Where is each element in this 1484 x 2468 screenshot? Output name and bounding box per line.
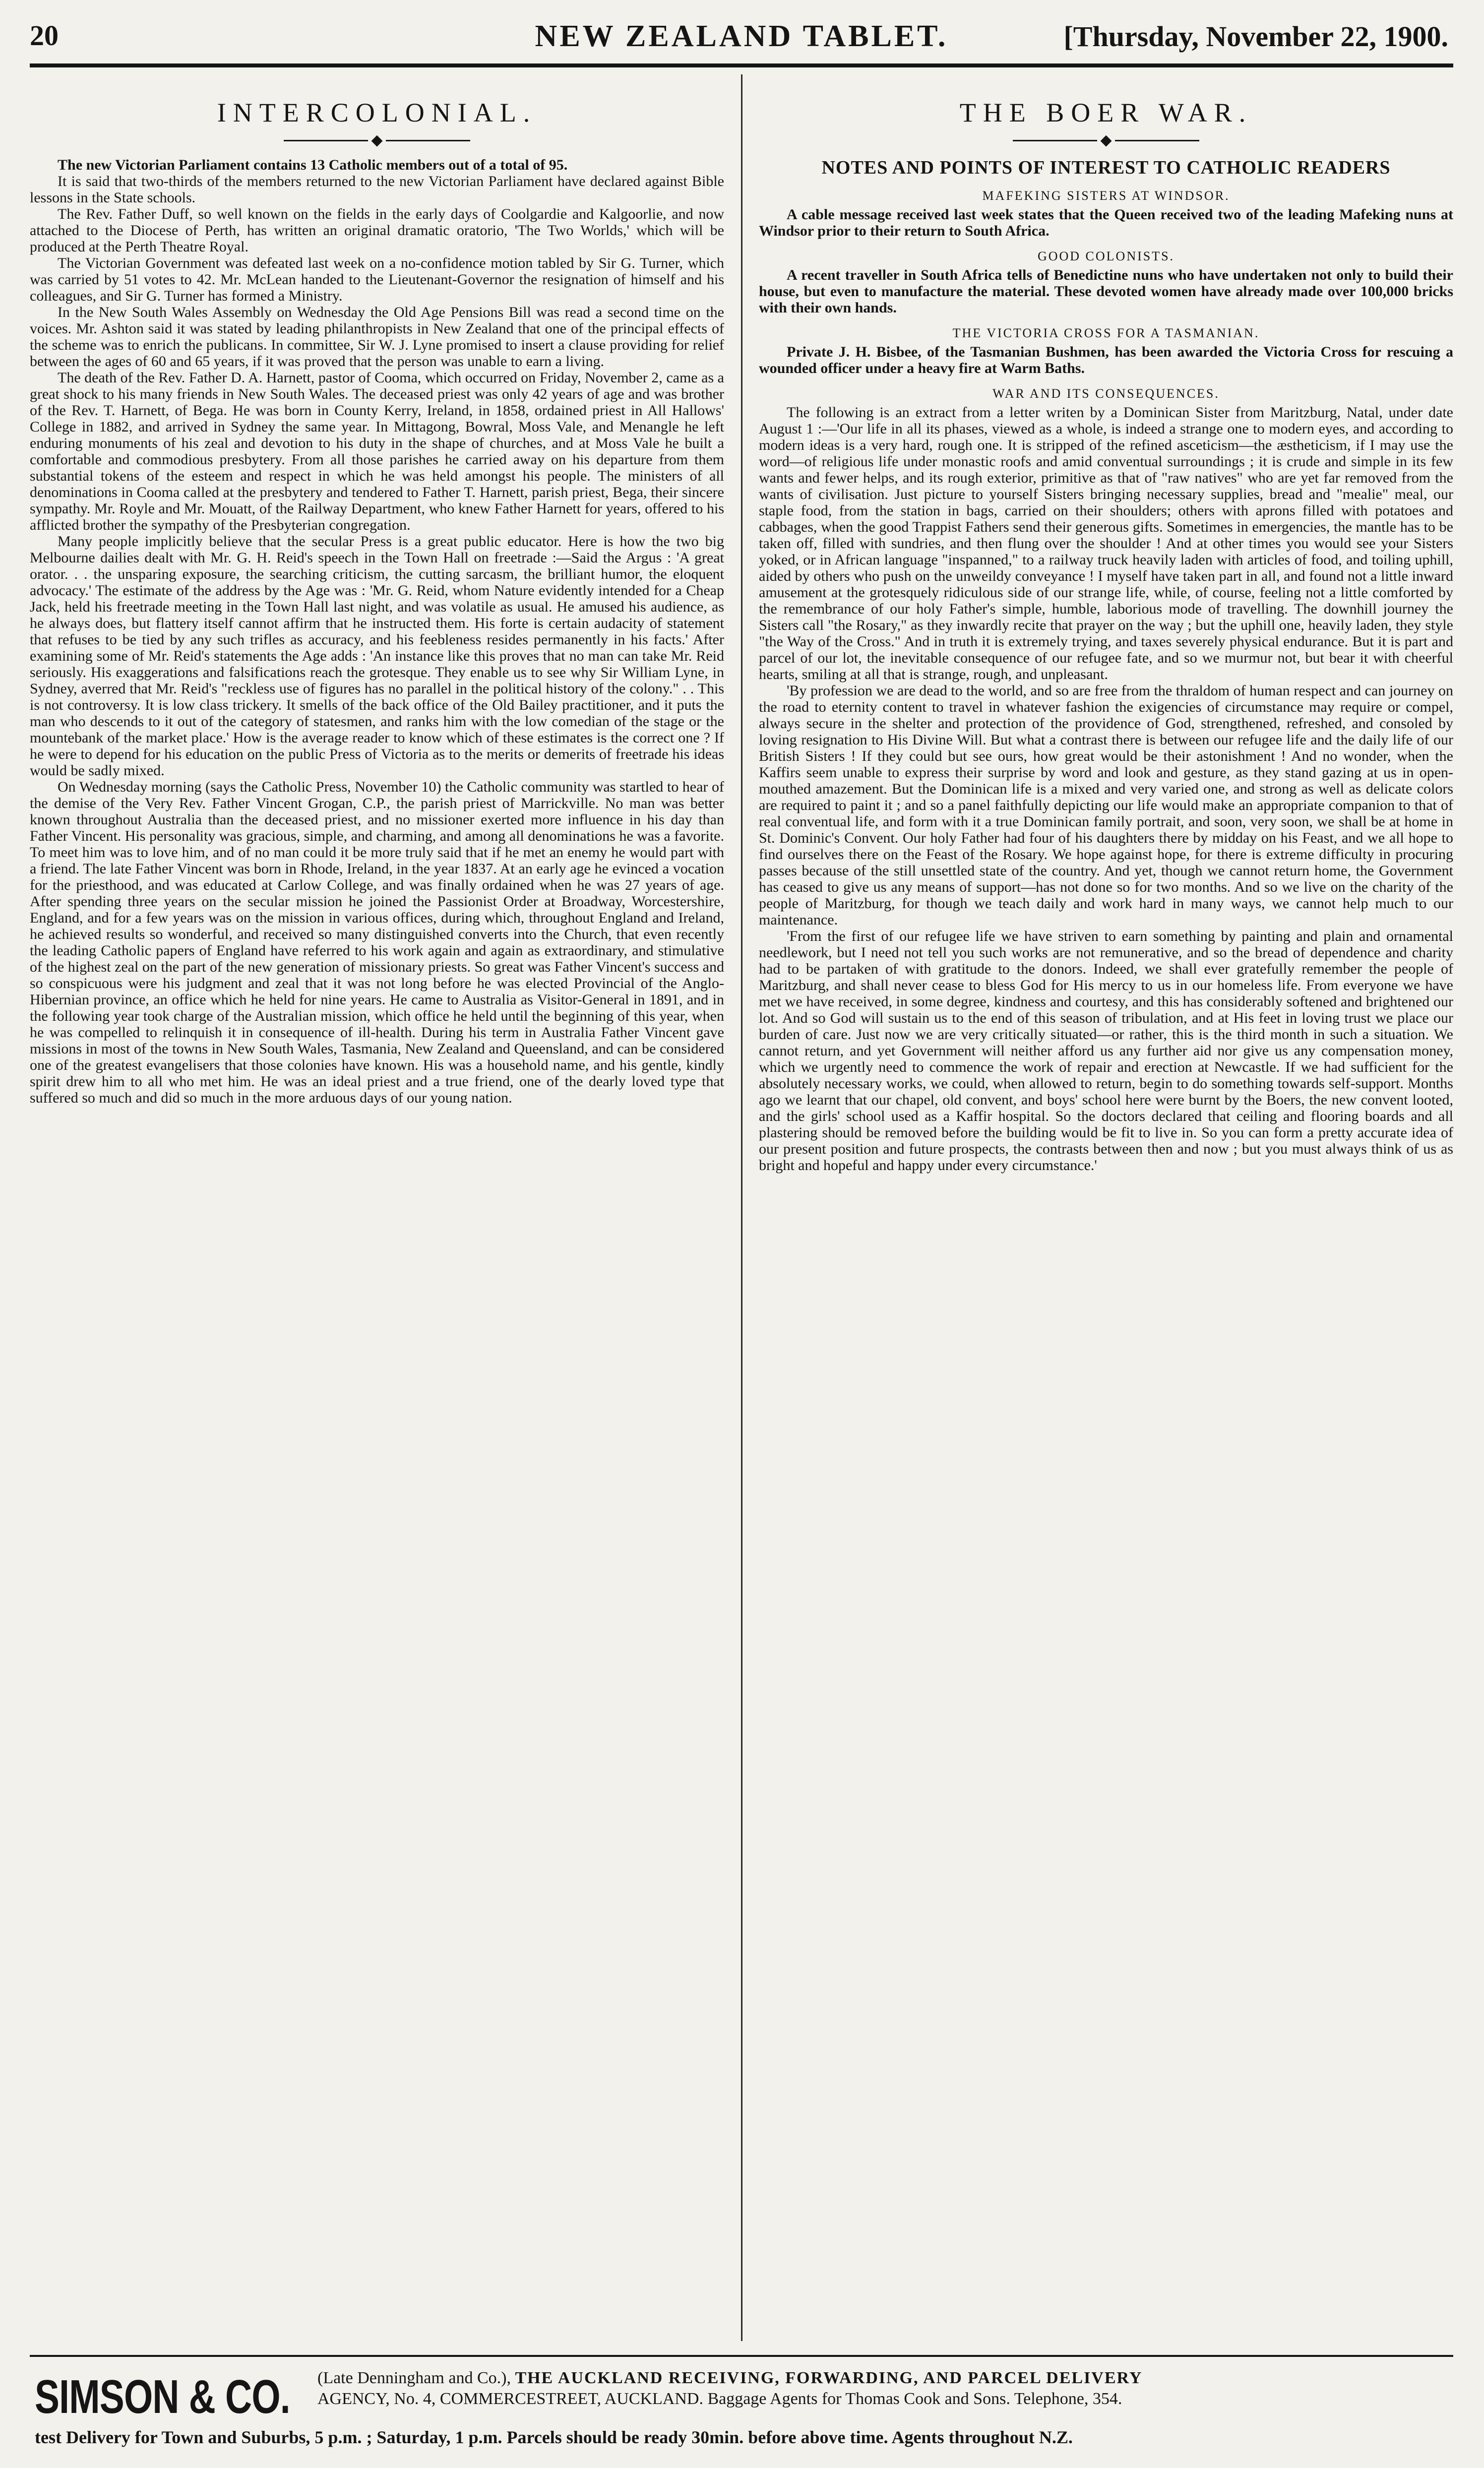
intercolonial-column [30, 74, 724, 2351]
page-number: 20 [30, 19, 59, 52]
diamond-icon: ◆ [1100, 132, 1112, 149]
boer-war-column [759, 74, 1453, 2351]
article-paragraph: Private J. H. Bisbee, of the Tasmanian Bushmen, has been awarded the Victoria Cross for rescuing a wounded officer under a heavy fire at Warm Baths. [759, 344, 1453, 377]
section-heading: GOOD COLONISTS. [1037, 249, 1175, 264]
section-heading: MAFEKING SISTERS AT WINDSOR. [982, 188, 1230, 203]
article-paragraph: The new Victorian Parliament contains 13 Catholic members out of a total of 95. [58, 157, 568, 174]
article-paragraph: It is said that two-thirds of the members returned to the new Victorian Parliament have declared against Bible lessons in the State schools. [30, 173, 724, 206]
section-ornament [30, 132, 724, 148]
article-paragraph: The Rev. Father Duff, so well known on the fields in the early days of Coolgardie and Kalgoorlie, and now attached to the Diocese of Perth, has written an original dramatic oratorio, 'The Two Worlds,' which will be produced at the Perth Theatre Royal. [30, 206, 724, 255]
ad-text [317, 2368, 1448, 2409]
article-paragraph: 'By profession we are dead to the world, and so are free from the thraldom of human respect and can journey on the road to eternity content to travel in whatever fashion the exigencies of circumstance may require or compel, always secure in the shelter and protection of the providence of God, strengthened, refreshed, and consoled by loving resignation to His Divine Will. But what a contrast there is between our refugee life and the daily life of our British Sisters ! If they could but see ours, how great would be their astonishment ! And no wonder, when the Kaffirs seem unable to express their surprise by word and look and gesture, as they stand gazing at us in open-mouthed amazement. But the Dominican life is a mixed and very varied one, and strong as well as delicate colors are required to paint it ; and so a panel faithfully depicting our life would make an appropriate companion to that of real conventual life, and form with it a true Dominican family portrait, and soon, very soon, we shall be at home in St. Dominic's Convent. Our holy Father had four of his daughters there by midday on his Feast, and we all hope to find ourselves there on the Feast of the Rosary. We hope against hope, for there is extreme difficulty in procuring passes because of the still unsettled state of the country. And yet, though we cannot return home, the Government has ceased to give us any means of support—has not done so for two months. And so we live on the charity of the people of Maritzburg, for though we teach daily and work hard in many ways, we cannot help much to our maintenance. [759, 682, 1453, 928]
article-paragraph: The Victorian Government was defeated last week on a no-confidence motion tabled by Sir G. Turner, which was carried by 51 votes to 42. Mr. McLean handed to the Lieutenant-Governor the resignation of himself and his colleagues, and Sir G. Turner has formed a Ministry. [30, 255, 724, 305]
ad-line-1 [317, 2368, 1448, 2389]
column-divider [741, 74, 742, 2341]
masthead: NEW ZEALAND TABLET. [535, 19, 948, 53]
boer-war-subtitle: NOTES AND POINTS OF INTEREST TO CATHOLIC READERS [821, 157, 1391, 179]
ad-line-1-main: THE AUCKLAND RECEIVING, FORWARDING, AND PARCEL DELIVERY [515, 2369, 1143, 2387]
ad-brand: SIMSON & CO. [35, 2370, 290, 2423]
page-header [30, 15, 1453, 62]
issue-date: [Thursday, November 22, 1900. [1063, 20, 1448, 53]
article-paragraph: Many people implicitly believe that the secular Press is a great public educator. Here is how the two big Melbourne dailies dealt with Mr. G. H. Reid's speech in the Town Hall on freetrade :—Said the Argus : 'A great orator. . . the unsparing exposure, the searching criticism, the cutting sarcasm, the brilliant humor, the eloquent advocacy.' The estimate of the address by the Age was : 'Mr. G. Reid, whom Nature evidently intended for a Cheap Jack, held his freetrade meeting in the Town Hall last night, and was volatile as usual. He amused his audience, as he always does, but flattery itself cannot affirm that he instructed them. His forte is certain audacity of statement that refuses to be tied by any such trifles as accuracy, and his feebleness resides permanently in his facts.' After examining some of Mr. Reid's statements the Age adds : 'An instance like this proves that no man can take Mr. Reid seriously. His exaggerations and falsifications reach the grotesque. They enable us to see why Sir William Lyne, in Sydney, averred that Mr. Reid's "reckless use of figures has no parallel in the political history of the colony." . . This is not controversy. It is low class trickery. It smells of the back office of the Old Bailey practitioner, and it puts the man who descends to it out of the category of statesmen, and ranks him with the low comedian of the stage or the mountebank of the market place.' How is the average reader to know which of these estimates is the correct one ? If he were to depend for his education on the public Press of Victoria as to the merits or demerits of freetrade his ideas would be sadly mixed. [30, 533, 724, 779]
boer-war-title: THE BOER WAR. [959, 98, 1253, 127]
advertisement [30, 2361, 1453, 2460]
intercolonial-title: INTERCOLONIAL. [217, 98, 537, 127]
article-paragraph: A cable message received last week states that the Queen received two of the leading Mafeking nuns at Windsor prior to their return to South Africa. [759, 206, 1453, 240]
ad-line-1-prefix: (Late Denningham and Co.), [317, 2369, 511, 2387]
section-heading: THE VICTORIA CROSS FOR A TASMANIAN. [952, 326, 1260, 341]
article-paragraph: 'From the first of our refugee life we have striven to earn something by painting and plain and ornamental needlework, but I need not tell you such works are not remunerative, and so the bread of dependence and charity had to be partaken of with gratitude to the donors. Indeed, we shall ever gratefully remember the people of Maritzburg, and shall never cease to bless God for His mercy to us in our homeless life. From everyone we have met we have received, in some degree, kindness and courtesy, and this has considerably softened and brightened our lot. And so God will sustain us to the end of this season of tribulation, and at His feet in loving trust we place our burden of care. Just now we are very critically situated—or rather, this is the third month in such a situation. We cannot return, and yet Government will neither afford us any further aid nor give us any compensation money, which we urgently need to commence the work of repair and erection at Newcastle. If we had sufficient for the absolutely necessary works, we could, when allowed to return, begin to do something towards self-support. Months ago we learnt that our chapel, old convent, and boys' school here were burnt by the Boers, the new convent looted, and the girls' school used as a Kaffir hospital. So the doctors declared that ceiling and flooring boards and all plastering should be removed before the building would be fit to live in. So you can form a pretty accurate idea of our present position and future prospects, the contrasts between then and now ; but you must always think of us as bright and hopeful and happy under every circumstance.' [759, 928, 1453, 1174]
ad-line-2: AGENCY, No. 4, COMMERCESTREET, AUCKLAND. Baggage Agents for Thomas Cook and Sons. Telephone, 354. [317, 2390, 1122, 2408]
article-paragraph: On Wednesday morning (says the Catholic Press, November 10) the Catholic community was startled to hear of the demise of the Very Rev. Father Vincent Grogan, C.P., the parish priest of Marrickville. No man was better known throughout Australia than the deceased priest, and no missioner exerted more influence in his day than Father Vincent. His personality was gracious, simple, and charming, and among all denominations he was a favorite. To meet him was to love him, and of no man could it be more truly said that if he met an enemy he would part with a friend. The late Father Vincent was born in Rhode, Ireland, in the year 1837. At an early age he evinced a vocation for the priesthood, and was educated at Carlow College, and was finally ordained when he was 27 years of age. After spending three years on the secular mission he joined the Passionist Order at Broadway, Worcestershire, England, and for a few years was on the mission in various offices, during which, throughout England and Ireland, he achieved results so wonderful, and received so many distinguished converts into the Church, that even recently the leading Catholic papers of England have referred to his work again and again as extraordinary, and stimulative of the highest zeal on the part of the new generation of missionary priests. So great was Father Vincent's success and so conspicuous were his judgment and zeal that it was not long before he was elected Provincial of the Anglo-Hibernian province, an office which he held for nine years. He came to Australia as Visitor-General in 1891, and in the following year took charge of the Australian mission, which office he held until the beginning of this year, when he was compelled to relinquish it in consequence of ill-health. During his term in Australia Father Vincent gave missions in most of the towns in New South Wales, Tasmania, New Zealand and Queensland, and can be considered one of the greatest evangelisers that those colonies have known. His was a household name, and his gentle, kindly spirit drew him to all who met him. He was an ideal priest and a true friend, one of the dearly loved type that suffered so much and did so much in the more arduous days of our young nation. [30, 779, 724, 1107]
section-heading: WAR AND ITS CONSEQUENCES. [992, 386, 1220, 401]
article-paragraph: A recent traveller in South Africa tells of Benedictine nuns who have undertaken not only to build their house, but even to manufacture the material. These devoted women have already made over 100,000 bricks with their own hands. [759, 267, 1453, 316]
article-paragraph: The following is an extract from a letter writen by a Dominican Sister from Maritzburg, Natal, under date August 1 :—'Our life in all its phases, viewed as a whole, is indeed a strange one to modern eyes, and according to modern ideas is a very hard, rough one. It is stripped of the refined asceticism—the æstheticism, if I may use the word—of religious life under monastic roofs and amid conventual surroundings ; it is crude and simple in its few wants and fewer helps, and its rough exterior, primitive as that of "raw natives" who are yet far removed from the wants of civilisation. Just picture to yourself Sisters bringing necessary supplies, bread and "mealie" meal, our staple food, from the station in bags, carried on their shoulders; others with aprons filled with potatoes and cabbages, when the good Trappist Fathers send their generous gifts. Sometimes in emergencies, the mantle has to be taken off, filled with sundries, and then flung over the shoulder ! And at other times you would see your Sisters yoked, or in African language "inspanned," to a railway truck heavily laden with articles of food, and toiling uphill, aided by others who push on the unweildy conveyance ! I myself have taken part in all, and found not a little inward amusement at the grotesquely ridiculous side of our strange life, while, of course, feeling not a little comforted by the remembrance of our holy Father's simple, humble, laborious mode of travelling. The downhill journey the Sisters call "the Rosary," as they inwardly recite that prayer on the way ; but the uphill one, heavily laden, they style "the Way of the Cross." And in truth it is extremely trying, and taxes severely physical endurance. But it is part and parcel of our lot, the inevitable consequence of our refugee fate, and so we murmur not, but bear it with cheerful hearts, smiling at all that is strange, rough, and unpleasant. [759, 404, 1453, 683]
article-paragraph: The death of the Rev. Father D. A. Harnett, pastor of Cooma, which occurred on Friday, November 2, came as a great shock to his many friends in New South Wales. The deceased priest was only 42 years of age and was brother of the Rev. T. Harnett, of Bega. He was born in County Kerry, Ireland, in 1858, ordained priest in All Hallows' College in 1882, and arrived in Sydney the same year. In Mittagong, Bowral, Moss Vale, and Menangle he left enduring monuments of his zeal and devotion to his duty in the shape of churches, and at Moss Vale he built a comfortable and commodious presbytery. From all those parishes he carried away on his departure from them substantial tokens of the esteem and respect in which he was held amongst his people. The ministers of all denominations in Cooma called at the presbytery and tendered to Father T. Harnett, parish priest, Bega, their sincere sympathy. Mr. Royle and Mr. Mouatt, of the Railway Department, who knew Father Harnett for years, offered to his afflicted brother the sympathy of the Presbyterian congregation. [30, 370, 724, 534]
header-rule [30, 63, 1453, 67]
ad-line-3: test Delivery for Town and Suburbs, 5 p.m. ; Saturday, 1 p.m. Parcels should be ready 30min. before above time. Agents throughout N.Z. [35, 2427, 1073, 2447]
section-ornament [759, 132, 1453, 148]
article-paragraph: In the New South Wales Assembly on Wednesday the Old Age Pensions Bill was read a second time on the voices. Mr. Ashton said it was stated by leading philanthropists in New Zealand that one of the principal effects of the scheme was to enrich the publicans. In committee, Sir W. J. Lyne promised to insert a clause providing for relief between the ages of 60 and 65 years, if it was proved that the person was unable to earn a living. [30, 304, 724, 370]
diamond-icon: ◆ [371, 132, 383, 149]
footer-rule [30, 2355, 1453, 2357]
